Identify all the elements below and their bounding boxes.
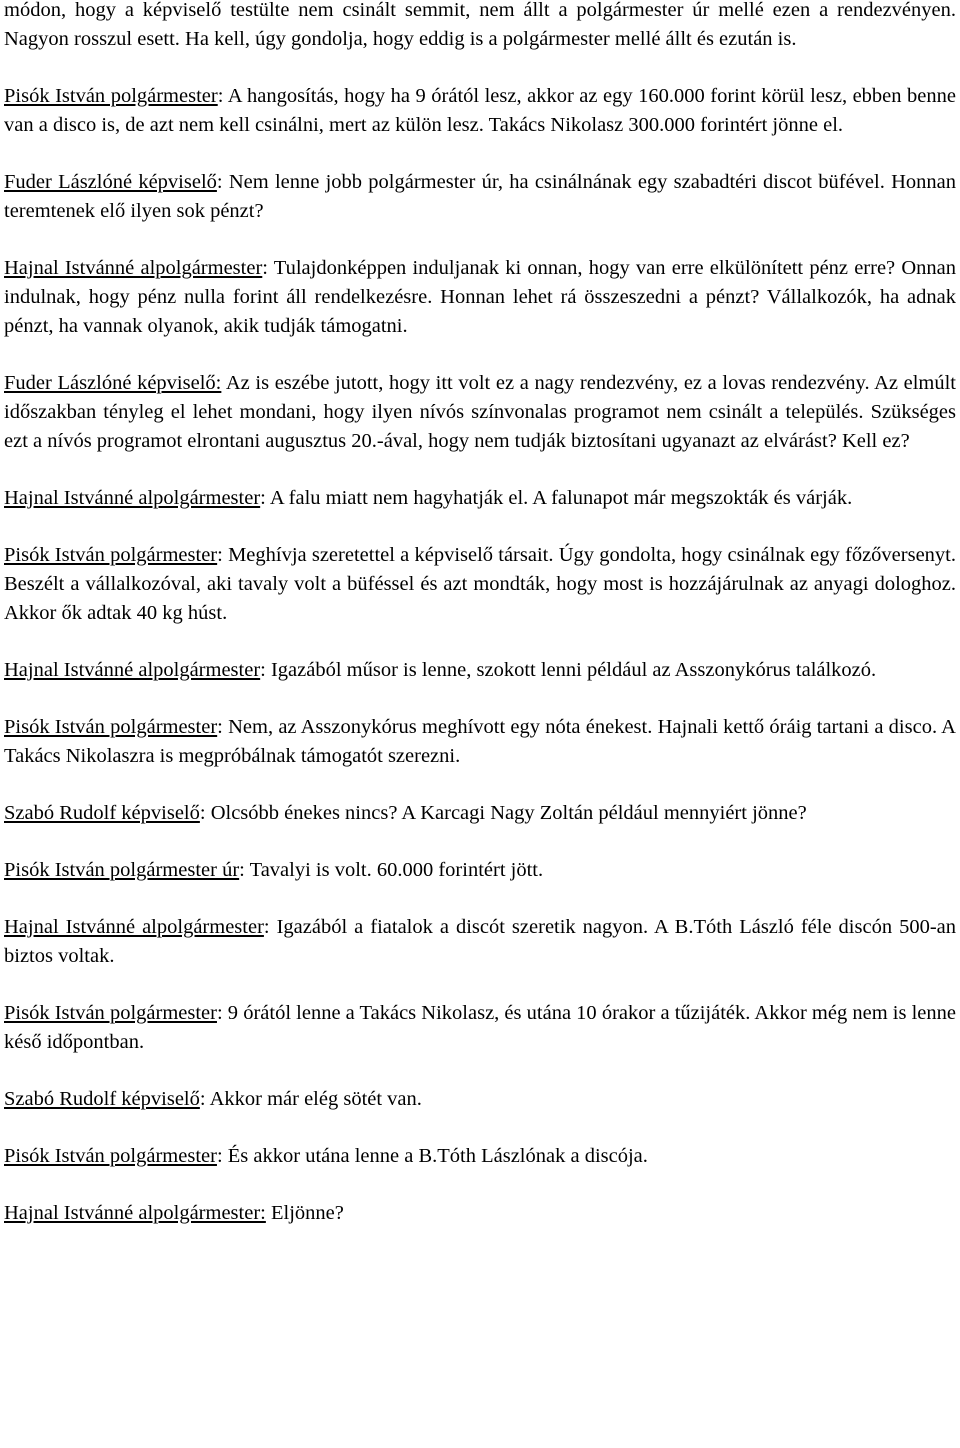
paragraph-text: És akkor utána lenne a B.Tóth Lászlónak a discója. <box>222 1145 648 1167</box>
speaker-separator: : <box>217 716 223 738</box>
paragraph-speech <box>4 541 956 628</box>
speaker-label: Hajnal Istvánné alpolgármester <box>4 659 261 681</box>
speaker-label: Hajnal Istvánné alpolgármester <box>4 916 264 938</box>
speaker-separator: : <box>262 257 268 279</box>
speaker-label: Szabó Rudolf képviselő <box>4 802 200 824</box>
paragraph-text: Tavalyi is volt. 60.000 forintért jött. <box>244 859 544 881</box>
paragraph-speech <box>4 168 956 226</box>
speaker-label: Szabó Rudolf képviselő <box>4 1088 200 1110</box>
speaker-separator: : <box>239 859 245 881</box>
paragraph-text: A falu miatt nem hagyhatják el. A falunapot már megszokták és várják. <box>265 487 853 509</box>
speaker-label: Pisók István polgármester <box>4 1145 217 1167</box>
speaker-label: Hajnal Istvánné alpolgármester <box>4 257 263 279</box>
paragraph-speech <box>4 999 956 1057</box>
paragraph-text: módon, hogy a képviselő testülte nem csinált semmit, nem állt a polgármester úr mellé ezen a rendezvényen. Nagyon rosszul esett. Ha kell, úgy gondolja, hogy eddig is a polgármester mellé állt és ezután is. <box>4 0 956 50</box>
paragraph-text: 9 órától lenne a Takács Nikolasz, és utána 10 órakor a tűzijáték. Akkor még nem is lenne késő időpontban. <box>4 1002 956 1053</box>
speaker-separator: : <box>217 544 223 566</box>
paragraph-speech <box>4 856 956 885</box>
speaker-separator: : <box>217 85 224 107</box>
paragraph-text: Meghívja szeretettel a képviselő társait. Úgy gondolta, hogy csinálnak egy főzőversenyt. Beszélt a vállalkozóval, aki tavaly volt a büféssel és azt mondták, hogy most is hozzájárulnak az anyagi dologhoz. Akkor ők adtak 40 kg húst. <box>4 544 956 624</box>
paragraph-text: Igazából műsor is lenne, szokott lenni például az Asszonykórus találkozó. <box>265 659 877 681</box>
speaker-label: Pisók István polgármester úr <box>4 859 240 881</box>
speaker-label: Fuder Lászlóné képviselő <box>4 171 217 193</box>
paragraph-speech <box>4 656 956 685</box>
speaker-separator: : <box>263 916 270 938</box>
paragraph-speech <box>4 369 956 456</box>
paragraph-speech <box>4 1085 956 1114</box>
paragraph-text: Tulajdonképpen induljanak ki onnan, hogy van erre elkülönített pénz erre? Onnan indulnak, hogy pénz nulla forint áll rendelkezésre. Honnan lehet rá összeszedni a pénzt? Vállalkozók, ha adnak pénzt, ha vannak olyanok, akik tudják támogatni. <box>4 257 956 337</box>
paragraph-speech <box>4 254 956 341</box>
speaker-label: Hajnal Istvánné alpolgármester: <box>4 1202 266 1224</box>
speaker-label: Pisók István polgármester <box>4 716 218 738</box>
paragraph-text: Akkor már elég sötét van. <box>205 1088 422 1110</box>
paragraph-text: Igazából a fiatalok a discót szeretik nagyon. A B.Tóth László féle discón 500-an biztos voltak. <box>4 916 956 967</box>
paragraph-speech <box>4 913 956 971</box>
paragraph-speech <box>4 1199 956 1228</box>
paragraph-speech <box>4 82 956 140</box>
speaker-separator: : <box>216 1002 223 1024</box>
paragraph-text: Olcsóbb énekes nincs? A Karcagi Nagy Zoltán például mennyiért jönne? <box>205 802 807 824</box>
paragraph-speech <box>4 1142 956 1171</box>
paragraph-text: Nem lenne jobb polgármester úr, ha csinálnának egy szabadtéri discot büfével. Honnan teremtenek elő ilyen sok pénzt? <box>4 171 957 222</box>
speaker-label: Pisók István polgármester <box>4 85 218 107</box>
speaker-separator: : <box>216 171 223 193</box>
paragraph-speech <box>4 713 956 771</box>
speaker-label: Pisók István polgármester <box>4 1002 217 1024</box>
speaker-separator: : <box>199 802 206 824</box>
paragraph-text: Az is eszébe jutott, hogy itt volt ez a nagy rendezvény, ez a lovas rendezvény. Az elmúlt időszakban tényleg el lehet mondani, hogy ilyen nívós színvonalas programot nem csinált a település. Szükséges ezt a nívós programot elrontani augusztus 20.-ával, hogy nem tudják biztosítani ugyanazt az elvárást? Kell ez? <box>4 372 956 452</box>
paragraph-continuation <box>4 0 956 54</box>
speaker-separator: : <box>199 1088 206 1110</box>
speaker-separator: : <box>216 1145 223 1167</box>
speaker-label: Hajnal Istvánné alpolgármester <box>4 487 261 509</box>
speaker-label: Fuder Lászlóné képviselő: <box>4 372 222 394</box>
paragraph-speech <box>4 799 956 828</box>
paragraph-text: Nem, az Asszonykórus meghívott egy nóta énekest. Hajnali kettő óráig tartani a disco. A Takács Nikolaszra is megpróbálnak támogatót szerezni. <box>4 716 956 767</box>
paragraph-speech <box>4 484 956 513</box>
paragraph-text: A hangosítás, hogy ha 9 órától lesz, akkor az egy 160.000 forint körül lesz, ebben benne van a disco is, de azt nem kell csinálni, mert az külön lesz. Takács Nikolasz 300.000 forintért jönne el. <box>4 85 956 136</box>
paragraph-text: Eljönne? <box>265 1202 344 1224</box>
speaker-separator: : <box>260 487 266 509</box>
speaker-separator: : <box>260 659 266 681</box>
speaker-label: Pisók István polgármester <box>4 544 218 566</box>
